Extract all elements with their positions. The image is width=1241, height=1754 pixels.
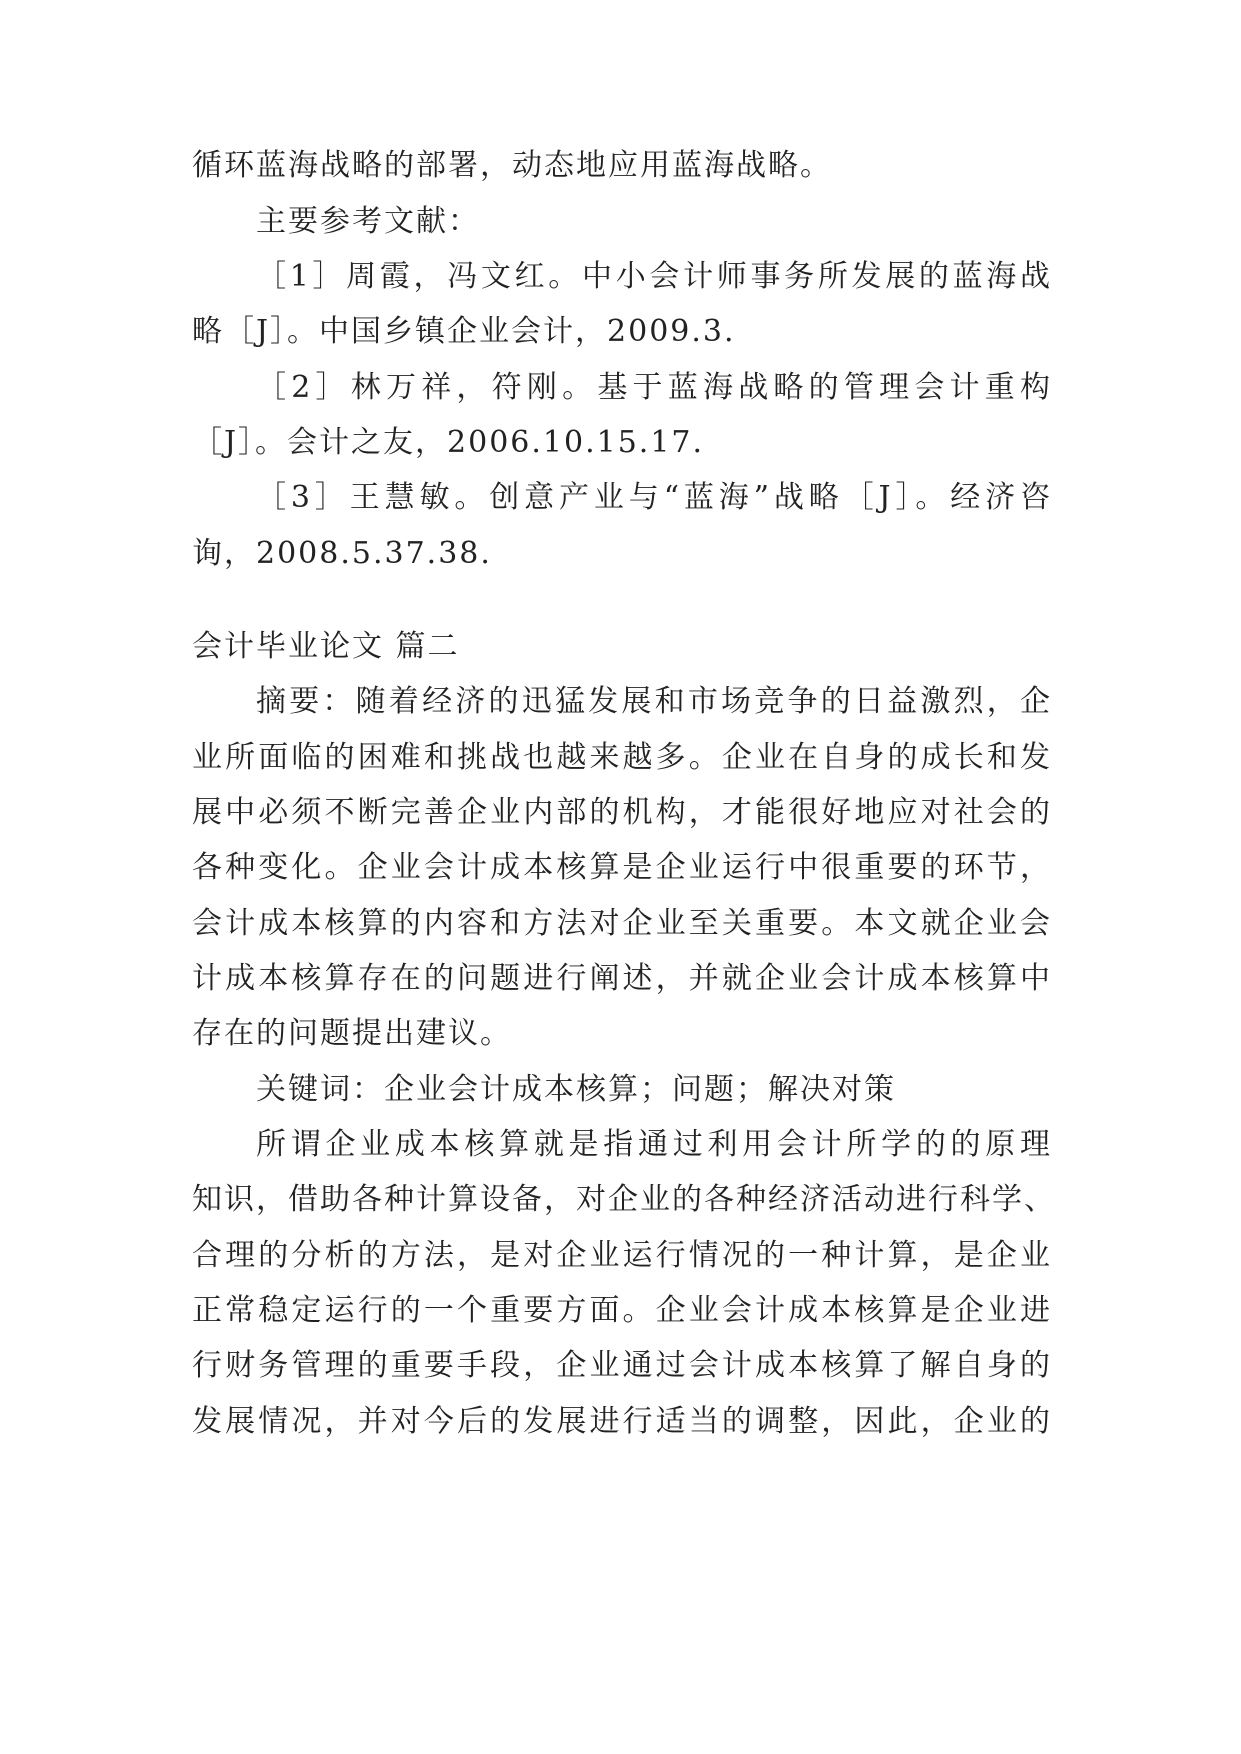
reference-item: ［3］王慧敏。创意产业与“蓝海”战略［J］。经济咨 [256, 480, 1052, 515]
abstract-line: 各种变化。企业会计成本核算是企业运行中很重要的环节， [192, 850, 1052, 885]
references-heading: 主要参考文献： [256, 204, 480, 239]
body-text-line: 循环蓝海战略的部署，动态地应用蓝海战略。 [192, 148, 832, 183]
body-text-line: 正常稳定运行的一个重要方面。企业会计成本核算是企业进 [192, 1293, 1052, 1328]
reference-item-continued: 询，2008.5.37.38. [192, 536, 492, 571]
keywords-line: 关键词：企业会计成本核算；问题；解决对策 [256, 1072, 896, 1107]
reference-item: ［2］林万祥，符刚。基于蓝海战略的管理会计重构 [256, 370, 1052, 405]
abstract-line: 存在的问题提出建议。 [192, 1016, 512, 1051]
reference-item-continued: ［J］。会计之友，2006.10.15.17. [192, 425, 705, 460]
abstract-line: 摘要：随着经济的迅猛发展和市场竞争的日益激烈，企 [256, 684, 1052, 719]
abstract-line: 计成本核算存在的问题进行阐述，并就企业会计成本核算中 [192, 961, 1052, 996]
abstract-line: 会计成本核算的内容和方法对企业至关重要。本文就企业会 [192, 906, 1052, 941]
body-text-line: 所谓企业成本核算就是指通过利用会计所学的的原理 [256, 1127, 1052, 1162]
body-text-line: 发展情况，并对今后的发展进行适当的调整，因此，企业的 [192, 1404, 1052, 1439]
section-heading: 会计毕业论文 篇二 [192, 629, 460, 664]
reference-item-continued: 略［J］。中国乡镇企业会计，2009.3. [192, 314, 736, 349]
body-text-line: 知识，借助各种计算设备，对企业的各种经济活动进行科学、 [192, 1182, 1056, 1217]
reference-item: ［1］周霞，冯文红。中小会计师事务所发展的蓝海战 [256, 259, 1052, 294]
body-text-line: 合理的分析的方法，是对企业运行情况的一种计算，是企业 [192, 1238, 1052, 1273]
abstract-line: 展中必须不断完善企业内部的机构，才能很好地应对社会的 [192, 795, 1052, 830]
body-text-line: 行财务管理的重要手段，企业通过会计成本核算了解自身的 [192, 1348, 1052, 1383]
abstract-line: 业所面临的困难和挑战也越来越多。企业在自身的成长和发 [192, 740, 1052, 775]
